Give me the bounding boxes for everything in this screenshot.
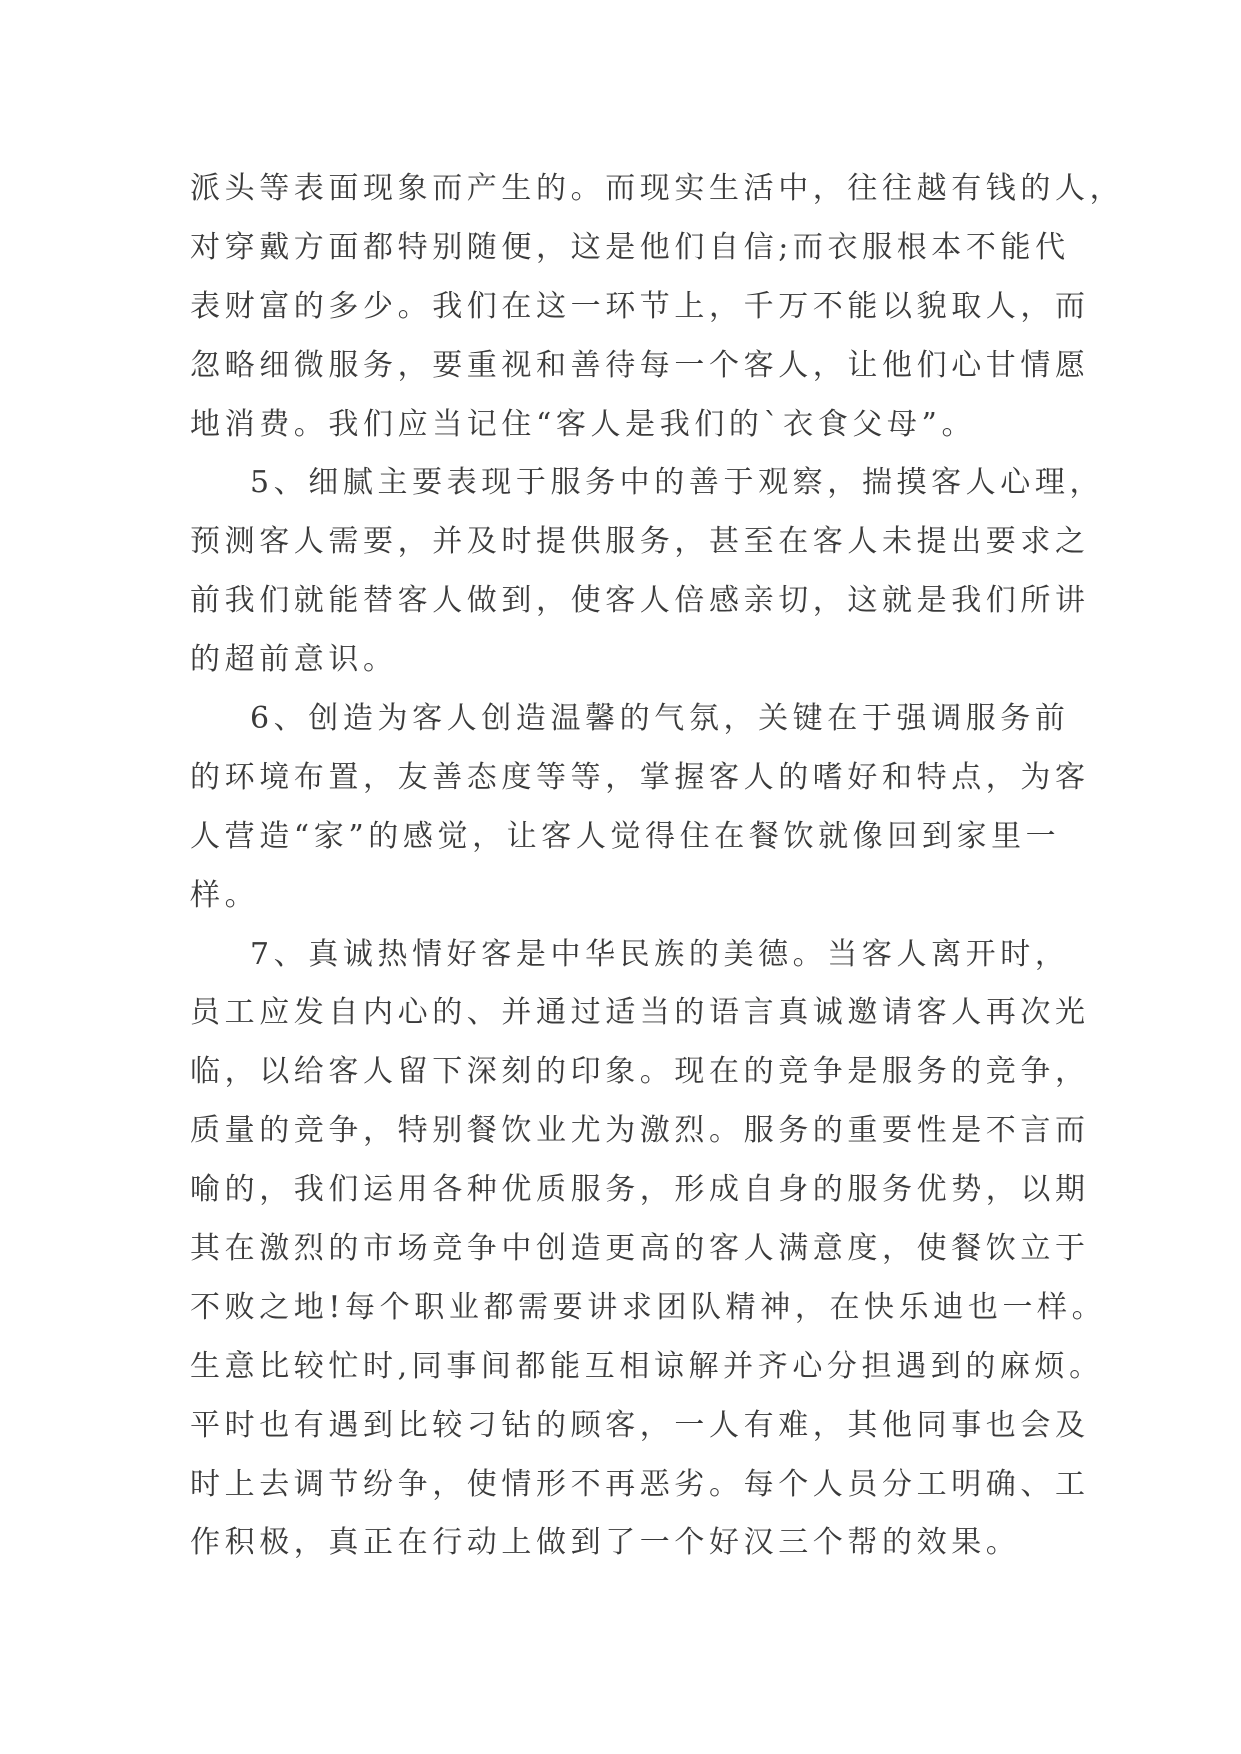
text-line: 临，以给客人留下深刻的印象。现在的竞争是服务的竞争， <box>190 1054 1090 1090</box>
text-line: 表财富的多少。我们在这一环节上，千万不能以貌取人，而 <box>190 288 1090 324</box>
text-line: 地消费。我们应当记住“客人是我们的`衣食父母”。 <box>190 406 977 442</box>
text-line: 作积极，真正在行动上做到了一个好汉三个帮的效果。 <box>190 1525 1021 1561</box>
text-line: 的环境布置，友善态度等等，掌握客人的嗜好和特点，为客 <box>190 759 1090 795</box>
text-line: 其在激烈的市场竞争中创造更高的客人满意度，使餐饮立于 <box>190 1231 1090 1267</box>
text-line: 质量的竞争，特别餐饮业尤为激烈。服务的重要性是不言而 <box>190 1113 1090 1149</box>
text-line: 员工应发自内心的、并通过适当的语言真诚邀请客人再次光 <box>190 995 1090 1031</box>
paragraph-6-first-line: 6、创造为客人创造温馨的气氛，关键在于强调服务前 <box>250 701 1070 737</box>
text-line: 生意比较忙时,同事间都能互相谅解并齐心分担遇到的麻烦。 <box>190 1348 1104 1384</box>
text-line: 前我们就能替客人做到，使客人倍感亲切，这就是我们所讲 <box>190 583 1090 619</box>
document-body <box>190 160 1125 1573</box>
text-line: 时上去调节纷争，使情形不再恶劣。每个人员分工明确、工 <box>190 1466 1090 1502</box>
text-line: 预测客人需要，并及时提供服务，甚至在客人未提出要求之 <box>190 524 1090 560</box>
text-line: 平时也有遇到比较刁钻的顾客，一人有难，其他同事也会及 <box>190 1407 1090 1443</box>
paragraph-7-first-line: 7、真诚热情好客是中华民族的美德。当客人离开时， <box>250 936 1070 972</box>
text-line: 对穿戴方面都特别随便，这是他们自信;而衣服根本不能代 <box>190 229 1070 265</box>
text-line: 喻的，我们运用各种优质服务，形成自身的服务优势，以期 <box>190 1172 1090 1208</box>
text-line: 派头等表面现象而产生的。而现实生活中，往往越有钱的人， <box>190 171 1125 206</box>
text-line: 的超前意识。 <box>190 642 398 678</box>
text-line: 样。 <box>190 877 260 913</box>
text-line: 人营造“家”的感觉，让客人觉得住在餐饮就像回到家里一 <box>190 818 1061 854</box>
text-line: 不败之地!每个职业都需要讲求团队精神，在快乐迪也一样。 <box>190 1289 1107 1325</box>
paragraph-5-first-line: 5、细腻主要表现于服务中的善于观察，揣摸客人心理， <box>250 465 1105 501</box>
text-line: 忽略细微服务，要重视和善待每一个客人，让他们心甘情愿 <box>190 347 1090 383</box>
